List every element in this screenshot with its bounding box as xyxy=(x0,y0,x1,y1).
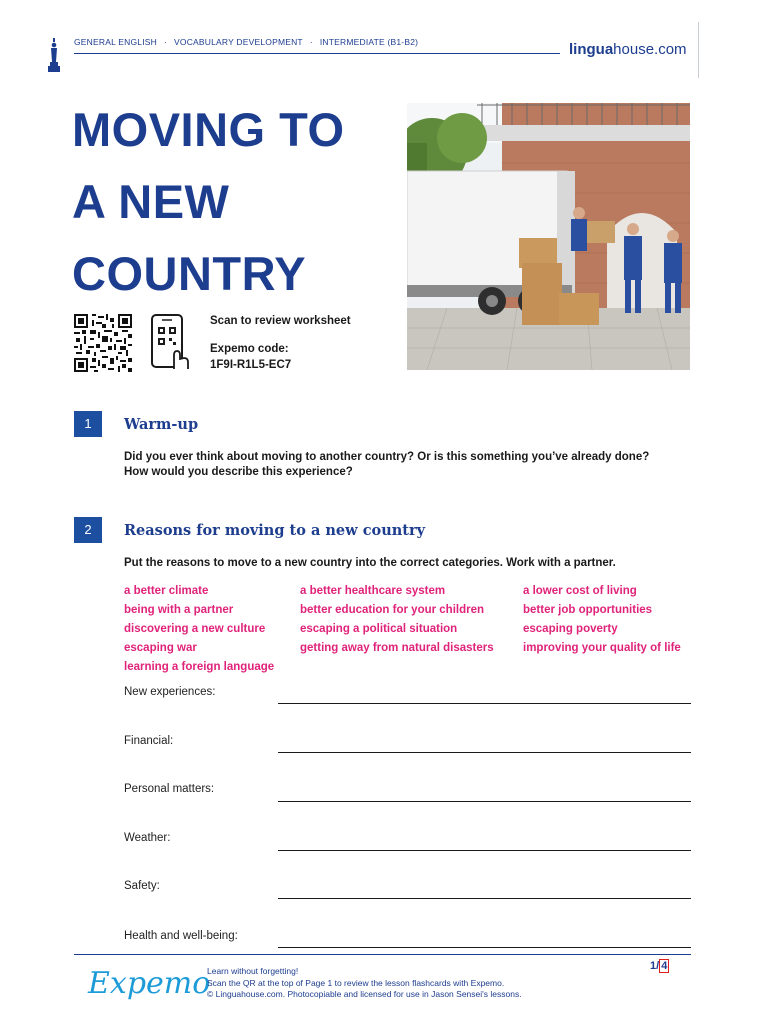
qr-caption xyxy=(210,313,351,373)
section-title-warm-up: Warm-up xyxy=(124,416,199,433)
title-line: A NEW xyxy=(72,175,230,228)
warm-up-question xyxy=(124,450,649,480)
brand-logo[interactable] xyxy=(569,41,687,58)
section-number-badge: 2 xyxy=(74,517,102,543)
page-title xyxy=(72,94,392,310)
crumb-separator: · xyxy=(309,37,313,47)
footer-rule xyxy=(74,954,691,955)
movers-photo xyxy=(407,103,690,370)
answer-line-weather[interactable] xyxy=(278,850,691,851)
option-item: escaping poverty xyxy=(523,623,618,635)
brand-bold: lingua xyxy=(569,41,614,58)
option-item: better job opportunities xyxy=(523,604,653,616)
answer-line-safety[interactable] xyxy=(278,898,691,899)
option-item: discovering a new culture xyxy=(124,623,266,635)
category-label-weather: Weather: xyxy=(124,832,171,844)
reasons-instruction: Put the reasons to move to a new country into the correct categories. Work with a partner. xyxy=(124,557,616,569)
option-item: a better healthcare system xyxy=(300,585,446,597)
page-header xyxy=(0,0,768,80)
qr-code[interactable] xyxy=(74,314,132,372)
header-divider xyxy=(698,22,699,78)
crumb-separator: · xyxy=(164,37,168,47)
category-label-personal-matters: Personal matters: xyxy=(124,783,215,795)
title-line: COUNTRY xyxy=(72,247,307,300)
answer-line-new-experiences[interactable] xyxy=(278,703,691,704)
option-item: escaping a political situation xyxy=(300,623,458,635)
answer-line-health[interactable] xyxy=(278,947,691,948)
option-item: a lower cost of living xyxy=(523,585,637,597)
crumb-topic: VOCABULARY DEVELOPMENT xyxy=(174,37,303,47)
phone-scan-icon xyxy=(150,313,192,371)
category-label-health: Health and well-being: xyxy=(124,930,238,942)
page-total[interactable]: 4 xyxy=(661,960,668,972)
warm-up-line: Did you ever think about moving to another country? Or is this something you’ve already done? xyxy=(124,451,650,463)
answer-line-financial[interactable] xyxy=(278,752,691,753)
options-column-1 xyxy=(124,582,274,677)
option-item: improving your quality of life xyxy=(523,642,681,654)
page-number xyxy=(650,960,669,972)
category-label-new-experiences: New experiences: xyxy=(124,686,216,698)
title-line: MOVING TO xyxy=(72,103,345,156)
options-column-3 xyxy=(523,582,681,658)
section-title-reasons: Reasons for moving to a new country xyxy=(124,522,426,539)
option-item: a better climate xyxy=(124,585,209,597)
warm-up-line: How would you describe this experience? xyxy=(124,466,353,478)
category-label-safety: Safety: xyxy=(124,880,160,892)
expemo-code: 1F9I-R1L5-EC7 xyxy=(210,359,292,371)
crumb-level: INTERMEDIATE (B1-B2) xyxy=(319,37,419,47)
category-label-financial: Financial: xyxy=(124,735,174,747)
section-number-badge: 1 xyxy=(74,411,102,437)
header-rule xyxy=(74,53,560,54)
footer-text xyxy=(207,966,522,1001)
answer-line-personal-matters[interactable] xyxy=(278,801,691,802)
brand-rest: house.com xyxy=(613,41,687,58)
options-column-2 xyxy=(300,582,494,658)
expemo-logo[interactable]: Expemo xyxy=(88,966,211,1001)
footer-line: Learn without forgetting! xyxy=(207,966,299,976)
statue-of-liberty-icon xyxy=(46,38,62,72)
crumb-subject: GENERAL ENGLISH xyxy=(74,37,157,47)
option-item: getting away from natural disasters xyxy=(300,642,494,654)
scan-label: Scan to review worksheet xyxy=(210,315,351,327)
breadcrumb xyxy=(74,37,418,47)
option-item: being with a partner xyxy=(124,604,234,616)
option-item: escaping war xyxy=(124,642,197,654)
option-item: learning a foreign language xyxy=(124,661,275,673)
footer-line: Scan the QR at the top of Page 1 to review the lesson flashcards with Expemo. xyxy=(207,977,505,988)
expemo-code-label: Expemo code: xyxy=(210,343,289,355)
footer-line: © Linguahouse.com. Photocopiable and licensed for use in Jason Sensei's lessons. xyxy=(207,989,522,999)
page-separator: / xyxy=(656,960,660,972)
page-current: 1 xyxy=(650,960,657,972)
option-item: better education for your children xyxy=(300,604,485,616)
